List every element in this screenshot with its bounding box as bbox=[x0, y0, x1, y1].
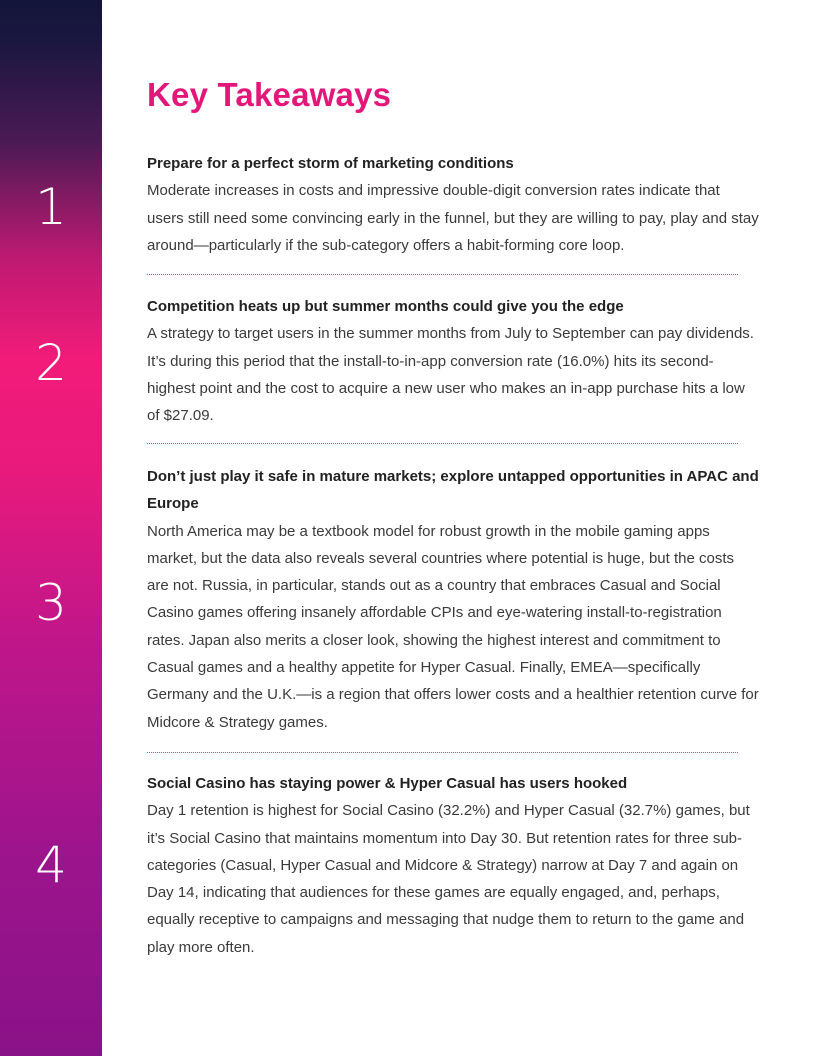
takeaway-heading: Don’t just play it safe in mature markets; explore untapped opportunities in APAC and Europe bbox=[147, 468, 759, 513]
takeaway-number-4: 4 bbox=[35, 836, 67, 894]
takeaway-heading: Competition heats up but summer months could give you the edge bbox=[147, 298, 624, 315]
takeaway-section-2 bbox=[147, 293, 759, 429]
takeaway-section-3 bbox=[147, 463, 759, 736]
takeaway-body: Moderate increases in costs and impressive double-digit conversion rates indicate that users still need some convincing early in the funnel, but they are willing to pay, play and stay around—particularly if the sub-category offers a habit-forming core loop. bbox=[147, 182, 759, 254]
takeaway-section-1 bbox=[147, 150, 759, 259]
takeaway-heading: Social Casino has staying power & Hyper Casual has users hooked bbox=[147, 775, 628, 792]
takeaway-heading: Prepare for a perfect storm of marketing conditions bbox=[147, 155, 514, 172]
takeaway-body: North America may be a textbook model for robust growth in the mobile gaming apps market, but the data also reveals several countries where potential is huge, but the costs are not. Russia, in particular, stands out as a country that embraces Casual and Social Casino games offering insanely affordable CPIs and eye-watering install-to-registration rates. Japan also merits a closer look, showing the highest interest and commitment to Casual games and a healthy appetite for Hyper Casual. Finally, EMEA—specifically Germany and the U.K.—is a region that offers lower costs and a healthier retention curve for Midcore & Strategy games. bbox=[147, 522, 759, 731]
dotted-divider bbox=[147, 752, 738, 753]
sidebar-gradient-band bbox=[0, 0, 102, 1056]
dotted-divider bbox=[147, 274, 738, 275]
page-title: Key Takeaways bbox=[147, 76, 392, 113]
dotted-divider bbox=[147, 443, 738, 444]
takeaway-number-1: 1 bbox=[35, 178, 67, 236]
takeaway-number-3: 3 bbox=[35, 574, 67, 632]
takeaway-body: Day 1 retention is highest for Social Casino (32.2%) and Hyper Casual (32.7%) games, but it’s Social Casino that maintains momentum into Day 30. But retention rates for three sub-categories (Casual, Hyper Casual and Midcore & Strategy) narrow at Day 7 and again on Day 14, indicating that audiences for these games are equally engaged, and, perhaps, equally receptive to campaigns and messaging that nudge them to return to the game and play more often. bbox=[147, 802, 750, 956]
takeaway-body: A strategy to target users in the summer months from July to September can pay dividends. It’s during this period that the install-to-in-app conversion rate (16.0%) hits its second-highest point and the cost to acquire a new user who makes an in-app purchase hits a low of $27.09. bbox=[147, 325, 754, 425]
takeaway-number-2: 2 bbox=[35, 334, 67, 392]
takeaway-section-4 bbox=[147, 770, 759, 961]
